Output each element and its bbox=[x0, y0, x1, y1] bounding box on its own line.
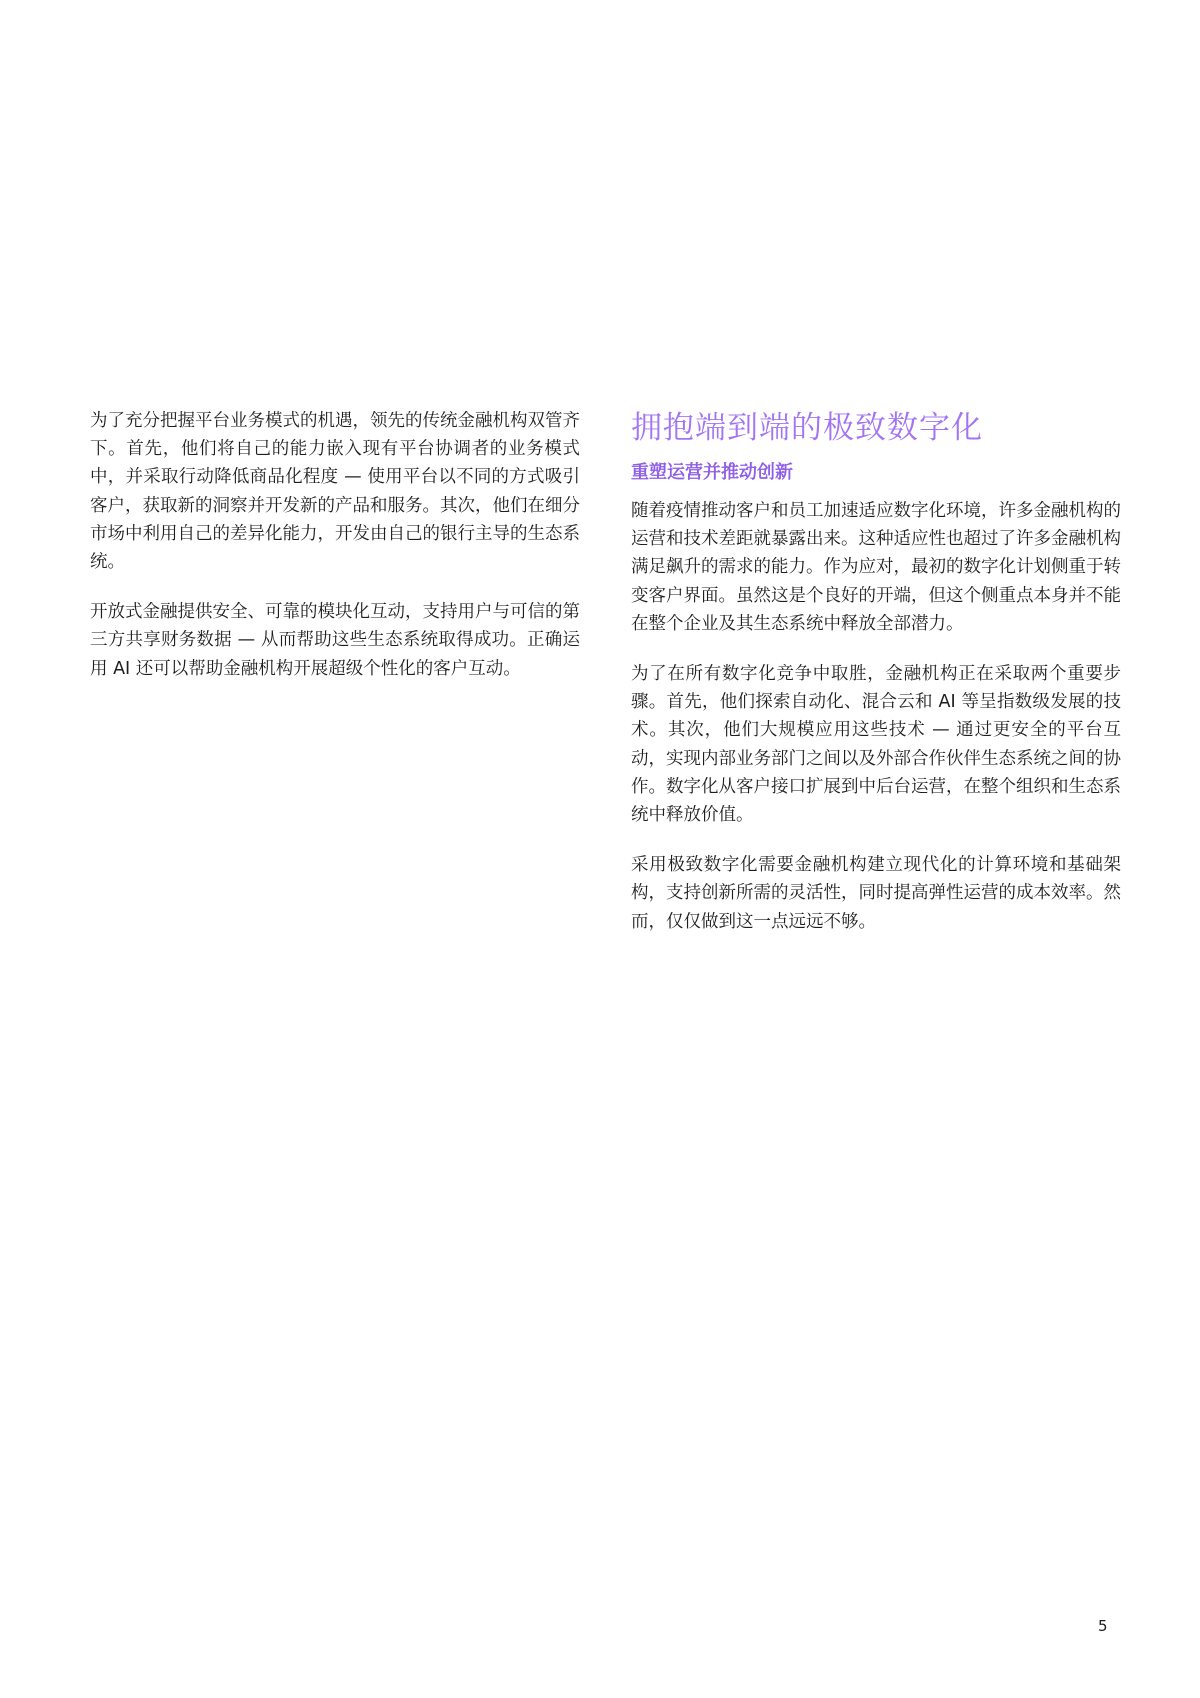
body-paragraph: 为了在所有数字化竞争中取胜，金融机构正在采取两个重要步骤。首先，他们探索自动化、混合云和 AI 等呈指数级发展的技术。其次，他们大规模应用这些技术 — 通过更安全的平台互动，实现内部业务部门之间以及外部合作伙伴生态系统之间的协作。数字化从客户接口扩展到中后台运营，在整个组织和生态系统中释放价值。 bbox=[631, 664, 1121, 826]
left-column bbox=[90, 407, 580, 705]
body-paragraph: 为了充分把握平台业务模式的机遇，领先的传统金融机构双管齐下。首先，他们将自己的能力嵌入现有平台协调者的业务模式中，并采取行动降低商品化程度 — 使用平台以不同的方式吸引客户，获取新的洞察并开发新的产品和服务。其次，他们在细分市场中利用自己的差异化能力，开发由自己的银行主导的生态系统。 bbox=[90, 411, 580, 573]
body-paragraph: 随着疫情推动客户和员工加速适应数字化环境，许多金融机构的运营和技术差距就暴露出来。这种适应性也超过了许多金融机构满足飙升的需求的能力。作为应对，最初的数字化计划侧重于转变客户界面。虽然这是个良好的开端，但这个侧重点本身并不能在整个企业及其生态系统中释放全部潜力。 bbox=[631, 501, 1121, 634]
body-paragraph: 采用极致数字化需要金融机构建立现代化的计算环境和基础架构，支持创新所需的灵活性，同时提高弹性运营的成本效率。然而，仅仅做到这一点远远不够。 bbox=[631, 855, 1121, 932]
section-heading: 拥抱端到端的极致数字化 bbox=[631, 410, 983, 446]
page-number: 5 bbox=[1098, 1617, 1108, 1635]
body-paragraph: 开放式金融提供安全、可靠的模块化互动，支持用户与可信的第三方共享财务数据 — 从而帮助这些生态系统取得成功。正确运用 AI 还可以帮助金融机构开展超级个性化的客户互动。 bbox=[90, 602, 580, 679]
section-subheading: 重塑运营并推动创新 bbox=[631, 462, 793, 483]
right-column bbox=[631, 405, 1121, 958]
